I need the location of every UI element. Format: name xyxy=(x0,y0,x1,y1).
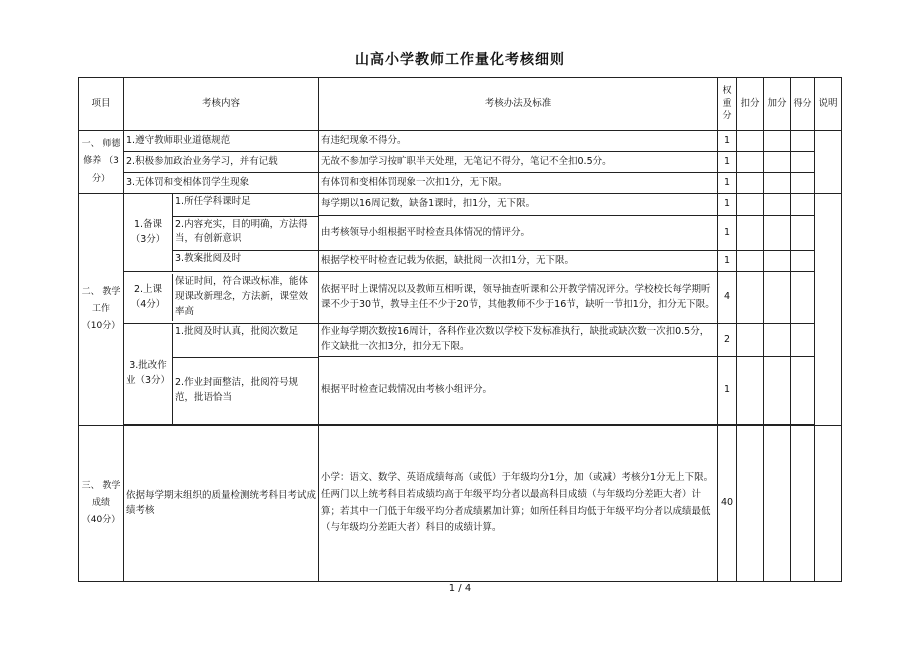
table-row xyxy=(79,173,842,194)
row-method: 小学：语文、数学、英语成绩每高（或低）于年级均分1分，加（或减）考核分1分无上下限。任两门以上统考科目若成绩均高于年级平均分者以最高科目成绩（与年级均分差距大者）计算；若其中一门低于年级平均分者成绩累加计算；如所任科目均低于年级平均分者以成绩最低（与年级均分差距大者）科目的成绩计算。 xyxy=(319,426,718,582)
row-score xyxy=(791,250,815,271)
row-bonus xyxy=(764,131,791,152)
table-row xyxy=(79,152,842,173)
row-content: 2.内容充实，目的明确，方法得当，有创新意识 xyxy=(173,217,318,251)
row-weight: 1 xyxy=(718,152,737,173)
row-method: 每学期以16周记数，缺备1课时，扣1分，无下限。 xyxy=(319,194,718,216)
sub-3-name: 3.批改作业（3分） xyxy=(124,324,173,424)
row-deduct xyxy=(737,324,764,357)
row-bonus xyxy=(764,426,791,582)
row-weight: 1 xyxy=(718,194,737,216)
row-method: 根据学校平时检查记载为依据，缺批阅一次扣1分，无下限。 xyxy=(319,250,718,271)
row-score xyxy=(791,272,815,324)
table-row xyxy=(79,324,842,357)
row-weight: 2 xyxy=(718,324,737,357)
table-row xyxy=(79,194,842,216)
row-content: 3.无体罚和变相体罚学生现象 xyxy=(124,173,319,194)
row-method: 依据平时上课情况以及教师互相听课，领导抽查听课和公开教学情况评分。学校校长每学期听课不少于30节，教导主任不少于20节，其他教师不少于16节，缺听一节扣1分，扣分无下限。 xyxy=(319,272,718,324)
row-deduct xyxy=(737,272,764,324)
row-deduct xyxy=(737,426,764,582)
row-content: 1.遵守教师职业道德规范 xyxy=(124,131,319,152)
row-bonus xyxy=(764,357,791,425)
row-content: 2.作业封面整洁，批阅符号规范，批语恰当 xyxy=(175,377,299,403)
header-row xyxy=(79,78,842,131)
section-3-note xyxy=(815,426,842,582)
table-row xyxy=(79,272,842,324)
section-1-name: 一、 师德 修养 （3分） xyxy=(79,131,124,194)
header-note: 说明 xyxy=(815,78,842,131)
row-weight: 1 xyxy=(718,357,737,425)
row-method: 由考核领导小组根据平时检查具体情况的情评分。 xyxy=(319,216,718,251)
sub-block xyxy=(124,194,319,272)
header-item: 项目 xyxy=(79,78,124,131)
row-score xyxy=(791,426,815,582)
row-score xyxy=(791,194,815,216)
assessment-table xyxy=(78,77,842,582)
row-score xyxy=(791,324,815,357)
row-weight: 1 xyxy=(718,250,737,271)
row-weight: 1 xyxy=(718,131,737,152)
sub-2-name: 2.上课 （4分） xyxy=(124,274,173,320)
section-1-note xyxy=(815,131,842,194)
header-weight: 权重分 xyxy=(718,78,737,131)
row-weight: 1 xyxy=(718,173,737,194)
row-method: 作业每学期次数按16周计，各科作业次数以学校下发标准执行，缺批或缺次数一次扣0.5分，作文缺批一次扣3分，扣分无下限。 xyxy=(319,324,718,357)
row-deduct xyxy=(737,194,764,216)
row-weight: 4 xyxy=(718,272,737,324)
row-score xyxy=(791,216,815,251)
row-deduct xyxy=(737,357,764,425)
row-bonus xyxy=(764,173,791,194)
row-deduct xyxy=(737,173,764,194)
row-method: 无故不参加学习按旷职半天处理，无笔记不得分，笔记不全扣0.5分。 xyxy=(319,152,718,173)
header-bonus: 加分 xyxy=(764,78,791,131)
row-deduct xyxy=(737,152,764,173)
row-score xyxy=(791,357,815,425)
row-content: 保证时间，符合课改标准，能体现课改新理念，方法新，课堂效率高 xyxy=(175,276,309,317)
table-row xyxy=(79,131,842,152)
page-number: 1 / 4 xyxy=(448,583,472,594)
row-method: 根据平时检查记载情况由考核小组评分。 xyxy=(319,357,718,425)
row-bonus xyxy=(764,250,791,271)
header-content: 考核内容 xyxy=(124,78,319,131)
row-bonus xyxy=(764,152,791,173)
row-deduct xyxy=(737,216,764,251)
row-content: 2.积极参加政治业务学习，并有记载 xyxy=(124,152,319,173)
section-2-name: 二、 教学 工作 （10分） xyxy=(79,194,124,426)
sub-block xyxy=(124,272,319,324)
sub-block xyxy=(124,324,319,425)
header-deduct: 扣分 xyxy=(737,78,764,131)
header-method: 考核办法及标准 xyxy=(319,78,718,131)
row-method: 有违纪现象不得分。 xyxy=(319,131,718,152)
row-score xyxy=(791,173,815,194)
section-2-note xyxy=(815,194,842,426)
row-bonus xyxy=(764,272,791,324)
header-score: 得分 xyxy=(791,78,815,131)
row-content: 3.教案批阅及时 xyxy=(175,253,242,264)
row-deduct xyxy=(737,250,764,271)
sub-1-name: 1.备课 （3分） xyxy=(124,194,173,271)
row-weight: 40 xyxy=(718,426,737,582)
row-bonus xyxy=(764,194,791,216)
row-content: 1.所任学科课时足 xyxy=(173,194,318,217)
row-weight: 1 xyxy=(718,216,737,251)
row-method: 有体罚和变相体罚现象一次扣1分，无下限。 xyxy=(319,173,718,194)
row-content: 依据每学期末组织的质量检测统考科目考试成绩考核 xyxy=(124,426,319,582)
table-row xyxy=(79,426,842,582)
row-score xyxy=(791,152,815,173)
row-bonus xyxy=(764,216,791,251)
row-score xyxy=(791,131,815,152)
row-bonus xyxy=(764,324,791,357)
row-content: 1.批阅及时认真，批阅次数足 xyxy=(173,324,318,358)
row-deduct xyxy=(737,131,764,152)
section-3-name: 三、 教学 成绩 （40分） xyxy=(79,426,124,582)
page-title: 山高小学教师工作量化考核细则 xyxy=(355,52,565,68)
